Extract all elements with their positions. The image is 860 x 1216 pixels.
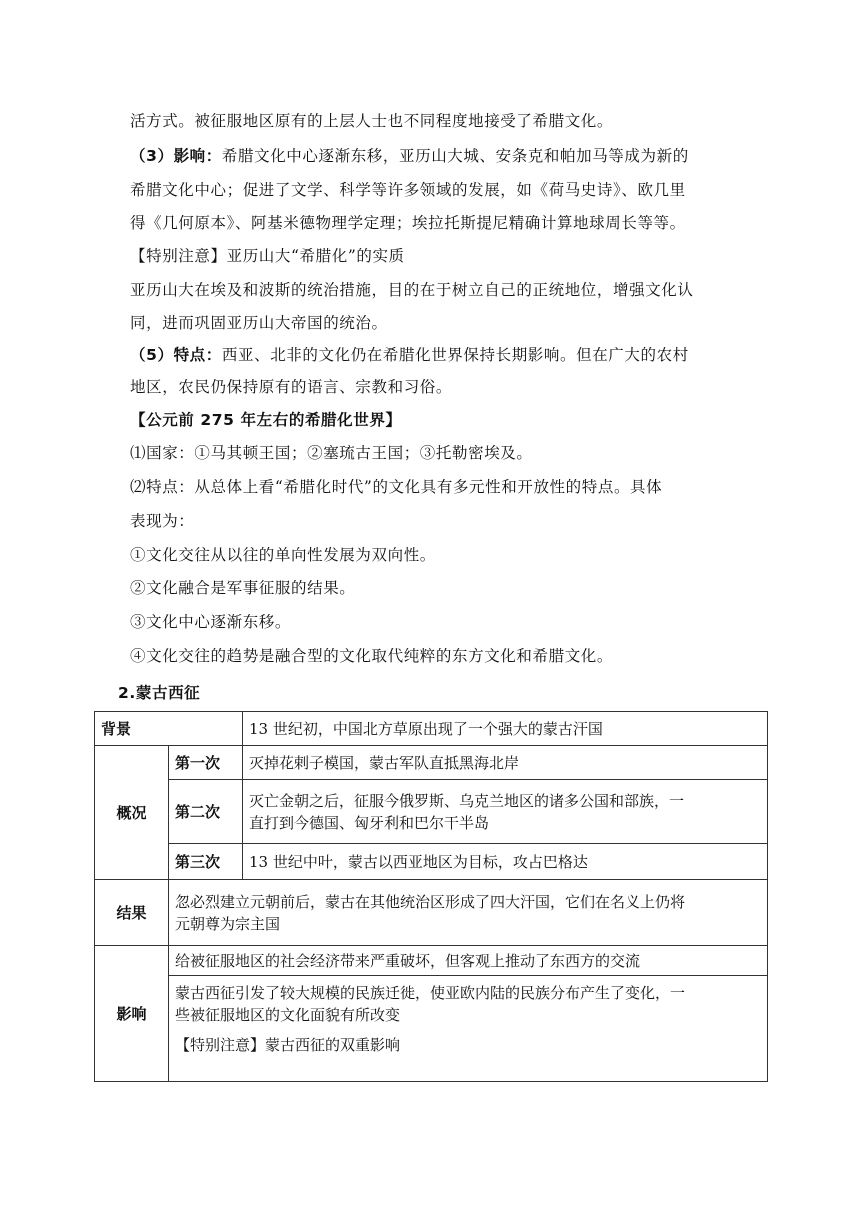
cell-line: 灭亡金朝之后，征服今俄罗斯、乌克兰地区的诸多公国和部族，一 (249, 791, 685, 810)
paragraph-line: 活方式。被征服地区原有的上层人士也不同程度地接受了希腊文化。 (130, 112, 614, 130)
third-campaign-cell: 13 世纪中叶，蒙古以西亚地区为目标，攻占巴格达 (243, 844, 768, 880)
traits-line-2: 表现为： (130, 512, 195, 530)
list-item: ③文化中心逐渐东移。 (130, 613, 292, 631)
cell-line: 元朝尊为宗主国 (175, 914, 281, 933)
second-campaign-label: 第二次 (169, 780, 243, 844)
influence-line-2: 希腊文化中心；促进了文学、科学等许多领域的发展，如《荷马史诗》、欧几里 (130, 181, 686, 199)
countries-line: ⑴国家：①马其顿王国；②塞琉古王国；③托勒密埃及。 (130, 444, 533, 462)
result-cell (169, 880, 768, 946)
table-row (95, 780, 768, 844)
note-line-2: 同，进而巩固亚历山大帝国的统治。 (130, 314, 388, 332)
overview-label: 概况 (95, 746, 169, 880)
list-item: ①文化交往从以往的单向性发展为双向性。 (130, 546, 436, 564)
mongol-campaign-table (94, 711, 768, 1082)
features-text: 西亚、北非的文化仍在希腊化世界保持长期影响。但在广大的农村 (221, 346, 689, 364)
cell-line: 忽必烈建立元朝前后，蒙古在其他统治区形成了四大汗国，它们在名义上仍将 (175, 892, 686, 911)
first-campaign-label: 第一次 (169, 746, 243, 780)
cell-line: 直打到今德国、匈牙利和巴尔干半岛 (249, 813, 490, 832)
influence-line-1 (130, 146, 689, 166)
impact-cell-1: 给被征服地区的社会经济带来严重破坏，但客观上推动了东西方的交流 (169, 946, 768, 976)
impact-note: 【特别注意】蒙古西征的双重影响 (175, 1036, 401, 1054)
third-campaign-label: 第三次 (169, 844, 243, 880)
section-title: 2.蒙古西征 (118, 684, 201, 702)
impact-cell-2 (169, 976, 768, 1082)
influence-line-3: 得《几何原本》、阿基米德物理学定理；埃拉托斯提尼精确计算地球周长等等。 (130, 214, 686, 232)
list-item: ④文化交往的趋势是融合型的文化取代纯粹的东方文化和希腊文化。 (130, 647, 614, 665)
table-row (95, 976, 768, 1082)
cell-line: 些被征服地区的文化面貌有所改变 (175, 1006, 401, 1024)
background-cell: 13 世纪初，中国北方草原出现了一个强大的蒙古汗国 (243, 712, 768, 746)
traits-line-1: ⑵特点：从总体上看“希腊化时代”的文化具有多元性和开放性的特点。具体 (130, 478, 663, 496)
note-title: 【特别注意】亚历山大“希腊化”的实质 (130, 247, 405, 265)
features-line-2: 地区，农民仍保持原有的语言、宗教和习俗。 (130, 378, 453, 396)
table-row (95, 746, 768, 780)
second-campaign-cell (243, 780, 768, 844)
background-label: 背景 (95, 712, 243, 746)
list-item: ②文化融合是军事征服的结果。 (130, 579, 356, 597)
features-label: （5）特点： (130, 346, 222, 364)
table-row (95, 844, 768, 880)
result-label: 结果 (95, 880, 169, 946)
table-row (95, 880, 768, 946)
features-line-1 (130, 345, 689, 365)
section-heading: 【公元前 275 年左右的希腊化世界】 (130, 411, 402, 429)
note-line-1: 亚历山大在埃及和波斯的统治措施，目的在于树立自己的正统地位，增强文化认 (130, 281, 694, 299)
impact-label: 影响 (95, 946, 169, 1082)
influence-label: （3）影响： (130, 147, 222, 165)
cell-line: 蒙古西征引发了较大规模的民族迁徙，使亚欧内陆的民族分布产生了变化，一 (175, 984, 686, 1002)
influence-text: 希腊文化中心逐渐东移，亚历山大城、安条克和帕加马等成为新的 (221, 147, 689, 165)
table-row (95, 946, 768, 976)
table-row (95, 712, 768, 746)
first-campaign-cell: 灭掉花剌子模国，蒙古军队直抵黑海北岸 (243, 746, 768, 780)
